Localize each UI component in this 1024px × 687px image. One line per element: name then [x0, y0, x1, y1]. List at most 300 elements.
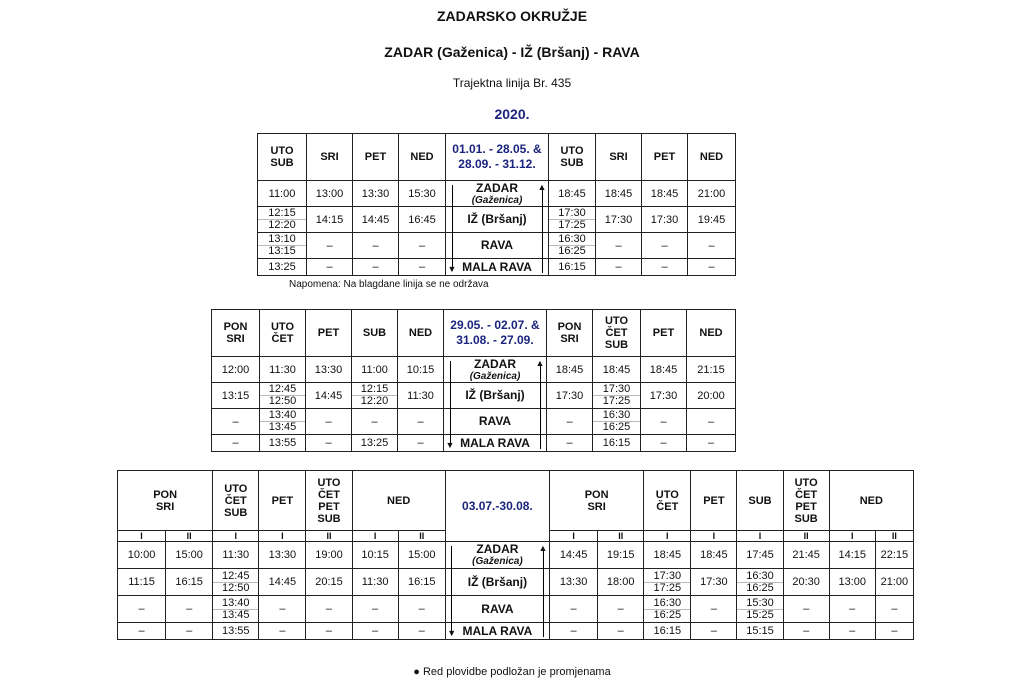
schedule-row — [118, 596, 914, 623]
day-header — [352, 310, 398, 357]
time-value: 13:40 — [222, 596, 250, 609]
time-cell: 11:00 — [352, 357, 398, 383]
time-cell: – — [547, 409, 593, 435]
time-cell: 16:15 — [398, 569, 445, 596]
station-zadar — [446, 181, 549, 207]
day-header — [352, 471, 445, 531]
time-cell: 17:30 — [642, 207, 688, 233]
time-cell: 20:00 — [687, 383, 736, 409]
time-cell: 10:00 — [118, 542, 166, 569]
station-name: RAVA — [480, 238, 514, 252]
schedule-row — [212, 409, 736, 435]
day-label: UTO — [270, 321, 295, 333]
day-header — [307, 134, 353, 181]
schedule-row — [258, 233, 736, 259]
day-header — [691, 471, 737, 531]
time-cell: – — [642, 259, 688, 276]
time-value: 13:45 — [260, 421, 305, 433]
time-cell: 11:30 — [213, 542, 259, 569]
station-mala-rava — [446, 259, 549, 276]
day-header — [549, 134, 596, 181]
time-cell: 14:45 — [353, 207, 399, 233]
time-cell: – — [259, 623, 306, 640]
time-cell — [352, 383, 398, 409]
run-label: I — [737, 531, 783, 542]
time-value: 13:40 — [268, 409, 297, 421]
time-cell: 14:45 — [259, 569, 306, 596]
period-line: 01.01. - 28.05. & — [452, 142, 542, 156]
time-value: 12:50 — [260, 395, 305, 407]
time-cell: 18:45 — [641, 357, 687, 383]
schedule-row — [258, 181, 736, 207]
time-cell: 14:45 — [306, 383, 352, 409]
day-label: SUB — [604, 339, 629, 351]
up-arrow-line — [543, 550, 544, 637]
up-arrow-head-icon: ▲ — [537, 181, 547, 192]
time-cell: 13:30 — [259, 542, 306, 569]
day-label: NED — [387, 494, 411, 507]
time-cell: – — [307, 259, 353, 276]
time-cell: 21:00 — [688, 181, 736, 207]
time-cell — [549, 233, 596, 259]
up-arrow-head-icon: ▲ — [538, 542, 548, 553]
time-cell: 10:15 — [352, 542, 398, 569]
station-name: IŽ (Bršanj) — [465, 388, 525, 402]
time-cell: 18:45 — [596, 181, 642, 207]
run-label: I — [352, 531, 398, 542]
day-header — [398, 310, 444, 357]
time-cell: 17:30 — [596, 207, 642, 233]
schedule-row — [212, 357, 736, 383]
time-cell: 19:00 — [306, 542, 352, 569]
time-cell — [213, 569, 259, 596]
day-label: UTO — [604, 315, 629, 327]
time-cell: 16:45 — [399, 207, 446, 233]
route-title: ZADAR (Gaženica) - IŽ (Bršanj) - RAVA — [384, 44, 640, 60]
time-cell: – — [691, 623, 737, 640]
time-cell: 13:30 — [550, 569, 598, 596]
time-cell: 18:45 — [642, 181, 688, 207]
time-cell: 13:55 — [260, 435, 306, 452]
time-cell: 17:45 — [737, 542, 783, 569]
time-cell: – — [398, 435, 444, 452]
day-label: PON — [584, 488, 609, 501]
station-name: MALA RAVA — [462, 259, 532, 274]
time-cell: – — [783, 623, 829, 640]
holiday-note: Napomena: Na blagdane linija se ne održava — [289, 279, 489, 290]
time-value: 12:20 — [352, 395, 397, 407]
day-label: ČET — [317, 488, 340, 501]
day-label: PET — [795, 500, 817, 513]
station-zadar — [444, 357, 547, 383]
time-cell: – — [306, 409, 352, 435]
time-value: 17:30 — [602, 383, 631, 395]
time-cell: – — [306, 435, 352, 452]
day-header — [258, 134, 307, 181]
day-label: SUB — [317, 512, 341, 525]
day-label: PON — [153, 488, 178, 501]
up-arrow-line — [542, 189, 543, 273]
time-cell: – — [352, 623, 398, 640]
period-line: 29.05. - 02.07. & — [450, 318, 540, 332]
time-cell: 13:30 — [306, 357, 352, 383]
time-cell: 14:45 — [550, 542, 598, 569]
day-header — [783, 471, 829, 531]
time-value: 15:25 — [737, 609, 782, 621]
timetable-1 — [257, 133, 736, 276]
schedule-row — [118, 542, 914, 569]
time-cell: – — [829, 596, 875, 623]
time-cell: – — [353, 233, 399, 259]
run-label: I — [259, 531, 306, 542]
time-value: 16:30 — [602, 409, 631, 421]
day-label: NED — [408, 327, 433, 339]
station-name: MALA RAVA — [462, 623, 533, 638]
time-cell: 20:15 — [306, 569, 352, 596]
down-arrow-head-icon: ▼ — [445, 439, 455, 450]
time-cell — [258, 207, 307, 233]
time-value: 16:25 — [737, 582, 782, 594]
header-row — [212, 310, 736, 357]
schedule-row — [212, 383, 736, 409]
time-cell: – — [641, 409, 687, 435]
station-iz — [444, 383, 547, 409]
time-cell: 11:15 — [118, 569, 166, 596]
time-value: 12:15 — [268, 207, 296, 219]
run-label: I — [550, 531, 598, 542]
station-subname: (Gaženica) — [472, 556, 523, 567]
schedule-row — [118, 623, 914, 640]
time-cell: – — [550, 623, 598, 640]
time-cell: – — [352, 409, 398, 435]
time-cell: – — [598, 596, 644, 623]
station-iz — [446, 207, 549, 233]
period-header — [446, 134, 549, 181]
time-cell: – — [829, 623, 875, 640]
footer-note: ● Red plovidbe podložan je promjenama — [413, 666, 611, 678]
period-line: 28.09. - 31.12. — [458, 157, 536, 171]
day-label: SRI — [609, 151, 628, 163]
time-cell: – — [166, 623, 213, 640]
run-label: I — [829, 531, 875, 542]
station-name: ZADAR — [476, 180, 518, 195]
run-label: I — [644, 531, 691, 542]
time-cell: – — [118, 623, 166, 640]
station-mala-rava — [444, 435, 547, 452]
run-label: I — [213, 531, 259, 542]
time-value: 16:25 — [644, 609, 690, 621]
down-arrow-head-icon: ▼ — [447, 263, 457, 274]
day-label: PET — [703, 494, 725, 507]
day-label: PET — [652, 327, 675, 339]
day-header — [641, 310, 687, 357]
time-cell: 10:15 — [398, 357, 444, 383]
time-value: 17:30 — [653, 569, 682, 582]
day-header — [260, 310, 306, 357]
time-cell — [593, 409, 641, 435]
run-label: I — [118, 531, 166, 542]
time-cell — [737, 569, 783, 596]
time-cell: – — [691, 596, 737, 623]
time-cell: 20:30 — [783, 569, 829, 596]
day-label: UTO — [270, 145, 294, 157]
day-label: SUB — [794, 512, 818, 525]
time-cell: 16:15 — [593, 435, 641, 452]
day-header — [687, 310, 736, 357]
day-header — [213, 471, 259, 531]
schedule-row — [258, 207, 736, 233]
day-label: NED — [859, 494, 883, 507]
run-label: II — [306, 531, 352, 542]
time-cell: – — [306, 623, 352, 640]
time-cell: 15:30 — [399, 181, 446, 207]
time-cell: 21:00 — [875, 569, 913, 596]
day-label: SUB — [224, 506, 248, 519]
time-cell: – — [307, 233, 353, 259]
station-name: ZADAR — [474, 356, 516, 371]
day-label: ČET — [656, 500, 679, 513]
time-value: 17:25 — [549, 219, 595, 231]
time-cell: – — [642, 233, 688, 259]
day-label: PET — [364, 151, 387, 163]
time-cell: 13:00 — [829, 569, 875, 596]
time-cell: 14:15 — [829, 542, 875, 569]
day-label: SUB — [362, 327, 387, 339]
up-arrow-head-icon: ▲ — [535, 357, 545, 368]
time-cell: – — [550, 596, 598, 623]
time-value: 17:25 — [593, 395, 640, 407]
time-cell: – — [306, 596, 352, 623]
down-arrow-head-icon: ▼ — [447, 627, 457, 638]
time-value: 13:10 — [268, 233, 296, 245]
time-cell: 15:00 — [398, 542, 445, 569]
time-cell — [260, 409, 306, 435]
time-cell: – — [399, 259, 446, 276]
time-cell: – — [783, 596, 829, 623]
time-cell: 12:00 — [212, 357, 260, 383]
time-cell: 17:30 — [547, 383, 593, 409]
time-cell: 16:15 — [549, 259, 596, 276]
time-cell: 21:15 — [687, 357, 736, 383]
station-zadar — [445, 542, 549, 569]
time-cell: – — [259, 596, 306, 623]
time-cell: – — [688, 259, 736, 276]
day-label: PET — [271, 494, 294, 507]
day-label: SUB — [748, 494, 772, 507]
header-row — [258, 134, 736, 181]
time-value: 16:30 — [746, 569, 774, 582]
day-label: PET — [653, 151, 676, 163]
time-cell: 15:15 — [737, 623, 783, 640]
day-label: UTO — [655, 488, 679, 501]
time-cell: 13:25 — [352, 435, 398, 452]
run-label: II — [598, 531, 644, 542]
time-value: 12:45 — [222, 569, 250, 582]
time-cell — [258, 233, 307, 259]
day-header — [259, 471, 306, 531]
day-label: PON — [223, 321, 248, 333]
timetable-2 — [211, 309, 736, 452]
time-cell: 18:45 — [593, 357, 641, 383]
day-label: SRI — [560, 333, 579, 345]
time-cell: – — [598, 623, 644, 640]
time-cell: 11:30 — [352, 569, 398, 596]
run-label: I — [691, 531, 737, 542]
station-iz — [445, 569, 549, 596]
day-header — [596, 134, 642, 181]
time-cell: 11:00 — [258, 181, 307, 207]
time-cell: 13:15 — [212, 383, 260, 409]
time-cell: 18:45 — [547, 357, 593, 383]
time-value: 13:45 — [213, 609, 258, 621]
down-arrow-line — [450, 361, 451, 445]
day-header — [306, 310, 352, 357]
time-cell: 21:45 — [783, 542, 829, 569]
time-cell: – — [212, 435, 260, 452]
time-value: 15:30 — [746, 596, 774, 609]
station-rava — [446, 233, 549, 259]
time-cell: 19:15 — [598, 542, 644, 569]
station-name: RAVA — [481, 601, 514, 616]
period-line: 31.08. - 27.09. — [456, 333, 534, 347]
time-cell: – — [398, 596, 445, 623]
time-cell: – — [398, 409, 444, 435]
time-value: 16:25 — [549, 245, 595, 257]
time-value: 13:15 — [258, 245, 306, 257]
time-cell — [260, 383, 306, 409]
day-label: NED — [410, 151, 434, 163]
day-header — [353, 134, 399, 181]
header-row — [118, 471, 914, 531]
schedule-row — [258, 259, 736, 276]
time-cell: 18:00 — [598, 569, 644, 596]
day-label: UTO — [794, 476, 818, 489]
station-subname: (Gaženica) — [469, 370, 521, 382]
day-label: SRI — [320, 151, 339, 163]
line-number: Trajektna linija Br. 435 — [452, 76, 572, 90]
day-label: PON — [557, 321, 582, 333]
time-cell — [213, 596, 259, 623]
station-mala-rava — [445, 623, 549, 640]
day-label: PET — [318, 500, 340, 513]
day-label: ČET — [605, 327, 628, 339]
time-value: 16:25 — [593, 421, 640, 433]
time-cell: – — [687, 409, 736, 435]
time-cell: 16:15 — [644, 623, 691, 640]
day-label: UTO — [317, 476, 341, 489]
time-cell: 18:45 — [691, 542, 737, 569]
day-label: ČET — [795, 488, 818, 501]
station-rava — [444, 409, 547, 435]
year-label: 2020. — [494, 106, 530, 122]
period-header: 03.07.-30.08. — [445, 471, 549, 542]
time-cell: – — [352, 596, 398, 623]
time-value: 17:25 — [644, 582, 690, 594]
day-label: PET — [317, 327, 340, 339]
day-header — [593, 310, 641, 357]
time-cell: 11:30 — [260, 357, 306, 383]
day-label: UTO — [560, 145, 584, 157]
day-label: SUB — [270, 157, 294, 169]
run-label: II — [398, 531, 445, 542]
time-cell: – — [353, 259, 399, 276]
time-cell: – — [596, 259, 642, 276]
time-cell: 22:15 — [875, 542, 913, 569]
time-cell: – — [399, 233, 446, 259]
run-label: II — [783, 531, 829, 542]
day-header — [547, 310, 593, 357]
day-label: SRI — [226, 333, 245, 345]
day-header — [829, 471, 913, 531]
day-label: NED — [699, 151, 724, 163]
time-cell: 18:45 — [549, 181, 596, 207]
day-header — [737, 471, 783, 531]
time-cell: – — [166, 596, 213, 623]
station-subname: (Gaženica) — [471, 194, 523, 206]
time-cell: – — [212, 409, 260, 435]
up-arrow-line — [540, 365, 541, 449]
time-cell: 13:55 — [213, 623, 259, 640]
time-cell: – — [118, 596, 166, 623]
station-rava — [445, 596, 549, 623]
day-header — [688, 134, 736, 181]
time-cell: 13:25 — [258, 259, 307, 276]
time-cell: 13:30 — [353, 181, 399, 207]
time-cell: 17:30 — [641, 383, 687, 409]
time-value: 12:45 — [268, 383, 297, 395]
schedule-row — [118, 569, 914, 596]
down-arrow-line — [452, 185, 453, 269]
time-cell: 14:15 — [307, 207, 353, 233]
time-cell: 16:15 — [166, 569, 213, 596]
time-cell: – — [688, 233, 736, 259]
time-cell: 15:00 — [166, 542, 213, 569]
run-label: II — [875, 531, 913, 542]
time-cell: – — [641, 435, 687, 452]
day-header — [642, 134, 688, 181]
time-value: 16:30 — [558, 233, 586, 245]
time-cell: – — [687, 435, 736, 452]
time-cell: – — [596, 233, 642, 259]
time-cell: 13:00 — [307, 181, 353, 207]
day-header — [212, 310, 260, 357]
time-value: 12:50 — [213, 582, 258, 594]
day-label: NED — [699, 327, 723, 339]
day-label: ČET — [271, 333, 294, 345]
time-cell: 18:45 — [644, 542, 691, 569]
schedule-row — [212, 435, 736, 452]
down-arrow-line — [451, 546, 452, 633]
period-header — [444, 310, 547, 357]
time-value: 16:30 — [653, 596, 682, 609]
station-name: RAVA — [478, 414, 512, 428]
time-cell: 19:45 — [688, 207, 736, 233]
station-name: IŽ (Bršanj) — [467, 212, 527, 226]
station-name: ZADAR — [476, 542, 519, 556]
station-name: MALA RAVA — [460, 435, 530, 450]
time-value: 12:20 — [258, 219, 306, 231]
time-cell — [593, 383, 641, 409]
time-cell: 11:30 — [398, 383, 444, 409]
time-value: 12:15 — [360, 383, 389, 395]
time-cell — [549, 207, 596, 233]
day-label: ČET — [224, 494, 247, 507]
time-value: 17:30 — [558, 207, 586, 219]
day-header — [399, 134, 446, 181]
day-header — [118, 471, 213, 531]
day-label: SUB — [560, 157, 584, 169]
run-label: II — [166, 531, 213, 542]
